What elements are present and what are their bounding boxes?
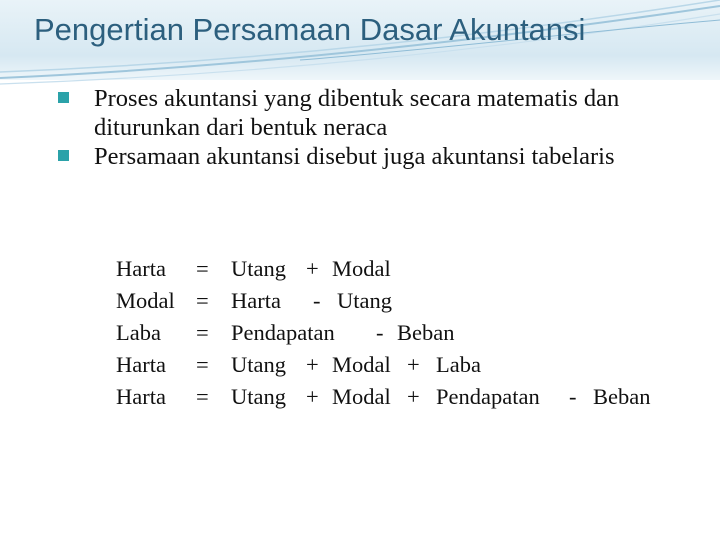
bullet-text: Persamaan akuntansi disebut juga akuntansi tabelaris: [94, 143, 615, 170]
equation-term: Harta: [231, 288, 281, 313]
equation-operator: -: [313, 288, 321, 313]
equals-sign: =: [196, 256, 209, 281]
equation-term: Utang: [231, 384, 286, 409]
equals-sign: =: [196, 288, 209, 313]
equation-term: Pendapatan: [436, 384, 540, 409]
slide-title: Pengertian Persamaan Dasar Akuntansi: [34, 12, 586, 47]
equation-lhs: Harta: [116, 256, 166, 281]
square-bullet-icon: [58, 150, 69, 161]
bullet-item: [58, 84, 698, 142]
equation-term: Modal: [332, 256, 391, 281]
equation-term: Utang: [337, 288, 392, 313]
bullet-text: Proses akuntansi yang dibentuk secara matematis dan diturunkan dari bentuk neraca: [94, 85, 620, 141]
equals-sign: =: [196, 320, 209, 345]
equation-operator: +: [306, 384, 319, 409]
equation-term: Beban: [397, 320, 455, 345]
bullet-list: [58, 84, 698, 171]
equation-operator: +: [306, 256, 319, 281]
equation-term: Modal: [332, 352, 391, 377]
equation-lhs: Laba: [116, 320, 161, 345]
equation-lhs: Harta: [116, 384, 166, 409]
bullet-item: [58, 142, 698, 171]
equation-lhs: Harta: [116, 352, 166, 377]
equation-term: Modal: [332, 384, 391, 409]
equation-term: Utang: [231, 256, 286, 281]
equals-sign: =: [196, 384, 209, 409]
equation-operator: -: [376, 320, 384, 345]
equation-lhs: Modal: [116, 288, 175, 313]
equation-term: Laba: [436, 352, 481, 377]
equation-operator: -: [569, 384, 577, 409]
square-bullet-icon: [58, 92, 69, 103]
equation-operator: +: [306, 352, 319, 377]
equation-term: Pendapatan: [231, 320, 335, 345]
equation-term: Beban: [593, 384, 651, 409]
equation-operator: +: [407, 384, 420, 409]
equation-term: Utang: [231, 352, 286, 377]
equation-operator: +: [407, 352, 420, 377]
equals-sign: =: [196, 352, 209, 377]
